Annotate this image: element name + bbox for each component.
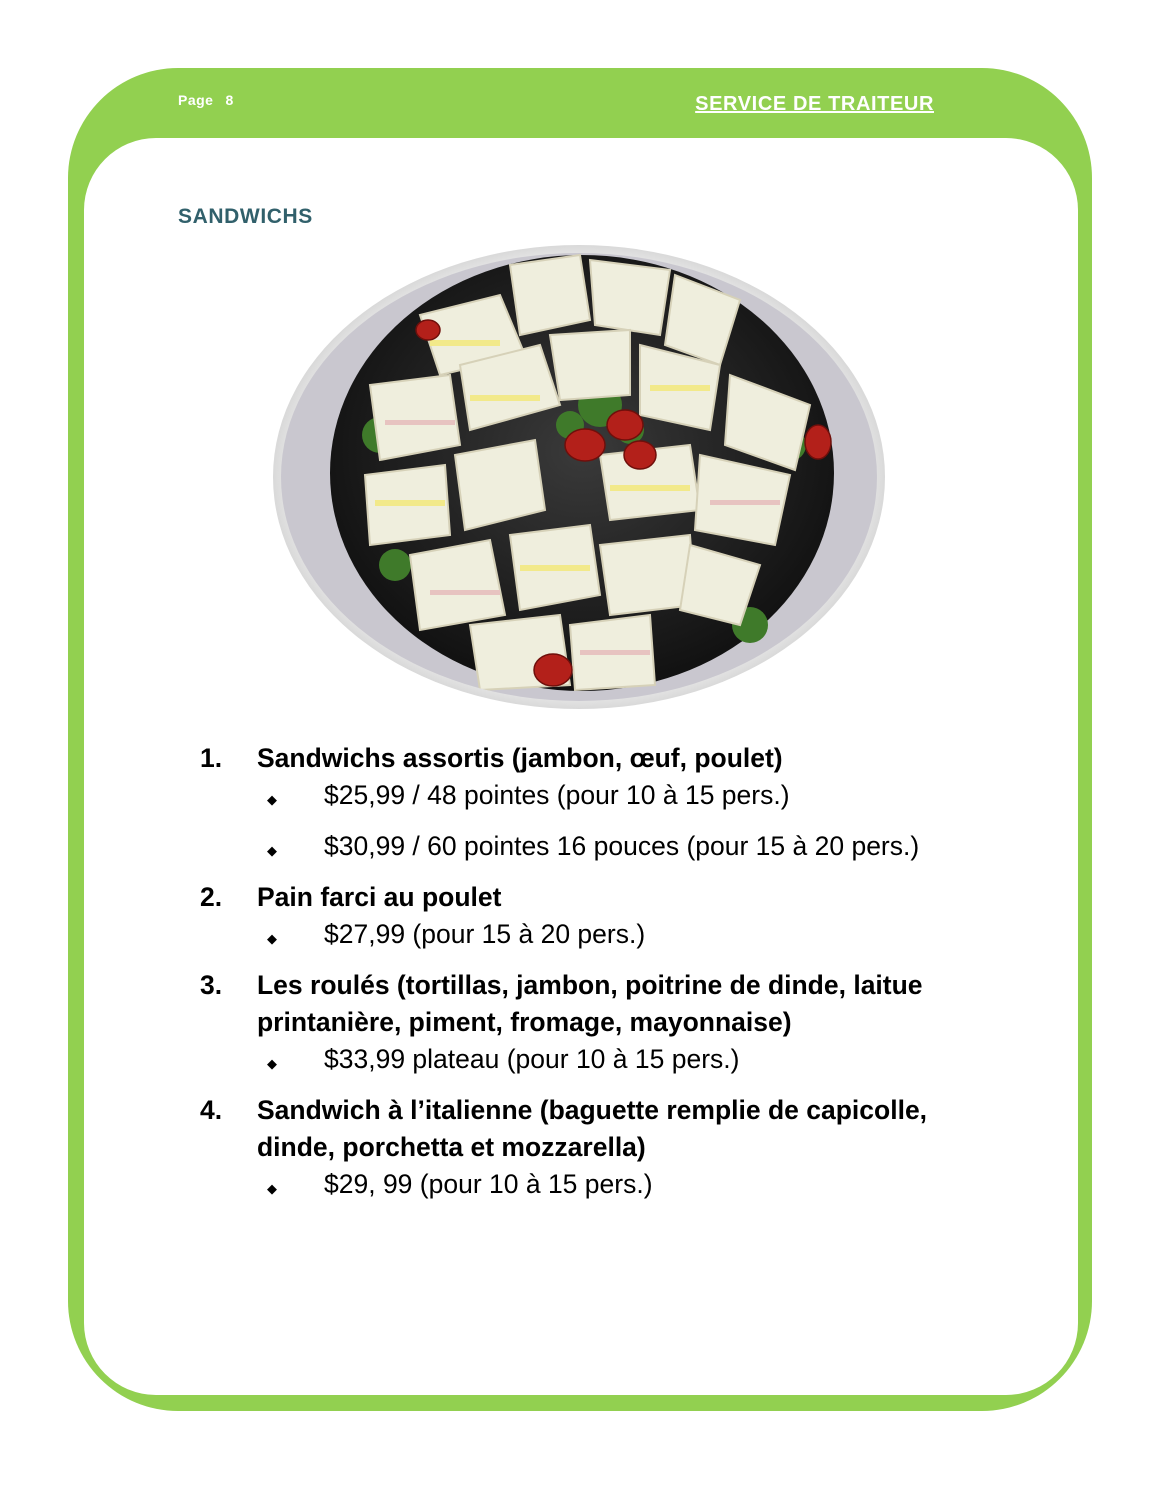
diamond-bullet-icon: ◆ — [267, 792, 277, 807]
diamond-bullet-icon: ◆ — [267, 1181, 277, 1196]
menu-item — [200, 879, 1000, 957]
price-text: $29, 99 (pour 10 à 15 pers.) — [324, 1169, 653, 1199]
page-label: Page — [178, 92, 214, 108]
item-number: 1. — [200, 743, 223, 773]
item-title: Sandwich à l’italienne (baguette remplie de capicolle, dinde, porchetta et mozzarella) — [257, 1095, 928, 1162]
price-text: $30,99 / 60 pointes 16 pouces (pour 15 à 20 pers.) — [324, 831, 920, 861]
item-number: 2. — [200, 882, 223, 912]
header-title: SERVICE DE TRAITEUR — [695, 93, 934, 115]
menu-item — [200, 967, 1000, 1082]
diamond-bullet-icon: ◆ — [267, 1056, 277, 1071]
price-line — [267, 916, 1000, 957]
menu-item — [200, 740, 1000, 869]
item-title: Sandwichs assortis (jambon, œuf, poulet) — [257, 743, 783, 773]
item-number: 3. — [200, 970, 223, 1000]
page-number-value: 8 — [225, 92, 234, 108]
diamond-bullet-icon: ◆ — [267, 931, 277, 946]
price-text: $33,99 plateau (pour 10 à 15 pers.) — [324, 1044, 740, 1074]
price-line — [267, 1166, 1000, 1207]
price-line — [267, 777, 1000, 818]
price-text: $27,99 (pour 15 à 20 pers.) — [324, 919, 646, 949]
menu-list — [200, 740, 1000, 1217]
item-number: 4. — [200, 1095, 223, 1125]
price-line — [267, 1041, 1000, 1082]
page-number — [178, 92, 234, 108]
item-title: Pain farci au poulet — [257, 882, 502, 912]
price-line — [267, 828, 1000, 869]
price-text: $25,99 / 48 pointes (pour 10 à 15 pers.) — [324, 780, 790, 810]
section-title: SANDWICHS — [178, 205, 313, 228]
item-title: Les roulés (tortillas, jambon, poitrine de dinde, laitue printanière, piment, fromage, mayonnaise) — [257, 970, 923, 1037]
menu-item — [200, 1092, 1000, 1207]
diamond-bullet-icon: ◆ — [267, 843, 277, 858]
sandwich-platter-photo — [270, 245, 888, 715]
